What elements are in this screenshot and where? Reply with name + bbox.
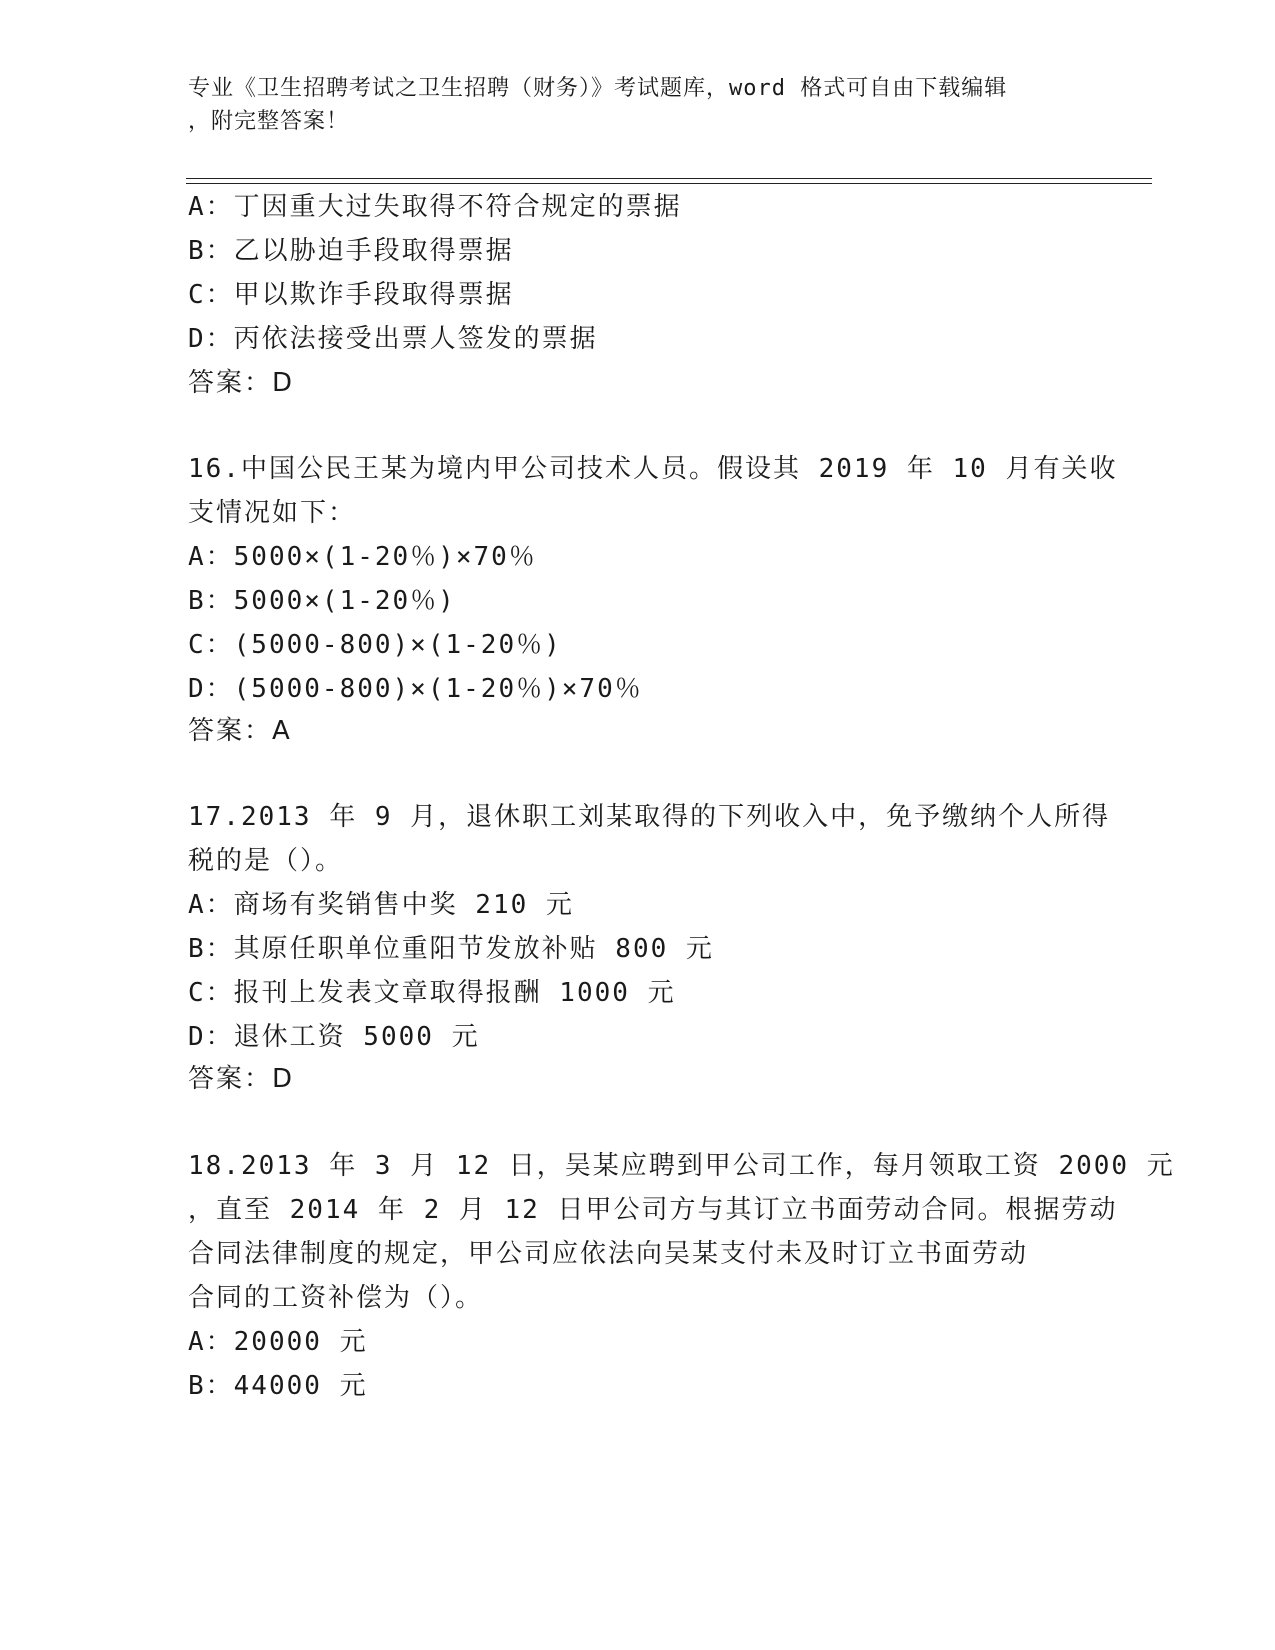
q18-question-line-1: 18.2013 年 3 月 12 日，吴某应聘到甲公司工作，每月领取工资 2000 元	[188, 1151, 1175, 1181]
q15-answer: 答案：D	[188, 368, 295, 398]
q18-option-b: B：44000 元	[188, 1371, 368, 1401]
q15-option-b: B：乙以胁迫手段取得票据	[188, 236, 514, 266]
q18-option-a: A：20000 元	[188, 1327, 368, 1357]
q16-answer: 答案：A	[188, 716, 292, 746]
q16-option-a: A：5000×(1-20％)×70％	[188, 542, 537, 572]
q16-option-c: C：(5000-800)×(1-20％)	[188, 630, 562, 660]
q16-question-line-1: 16.中国公民王某为境内甲公司技术人员。假设其 2019 年 10 月有关收	[188, 454, 1118, 484]
q17-answer: 答案：D	[188, 1064, 295, 1094]
q15-option-a: A：丁因重大过失取得不符合规定的票据	[188, 192, 682, 222]
q18-question-line-2: ，直至 2014 年 2 月 12 日甲公司方与其订立书面劳动合同。根据劳动	[188, 1195, 1118, 1225]
q18-question-line-4: 合同的工资补偿为（）。	[188, 1283, 484, 1313]
header-line-2: ，附完整答案！	[188, 109, 350, 134]
header-divider-top	[186, 178, 1152, 179]
q17-question-line-2: 税的是（）。	[188, 846, 344, 876]
q17-option-a: A：商场有奖销售中奖 210 元	[188, 890, 574, 920]
q16-question-line-2: 支情况如下：	[188, 498, 357, 528]
q18-question-line-3: 合同法律制度的规定，甲公司应依法向吴某支付未及时订立书面劳动	[188, 1239, 1029, 1269]
q17-option-c: C：报刊上发表文章取得报酬 1000 元	[188, 978, 676, 1008]
document-header	[188, 72, 1088, 138]
q15-option-c: C：甲以欺诈手段取得票据	[188, 280, 514, 310]
q17-option-d: D：退休工资 5000 元	[188, 1022, 480, 1052]
q16-option-d: D：(5000-800)×(1-20％)×70％	[188, 674, 643, 704]
header-line-1: 专业《卫生招聘考试之卫生招聘（财务）》考试题库，word 格式可自由下载编辑	[188, 76, 1008, 101]
q16-option-b: B：5000×(1-20％)	[188, 586, 456, 616]
header-divider-bottom	[186, 183, 1152, 184]
q17-question-line-1: 17.2013 年 9 月，退休职工刘某取得的下列收入中，免予缴纳个人所得	[188, 802, 1111, 832]
q17-option-b: B：其原任职单位重阳节发放补贴 800 元	[188, 934, 714, 964]
q15-option-d: D：丙依法接受出票人签发的票据	[188, 324, 598, 354]
